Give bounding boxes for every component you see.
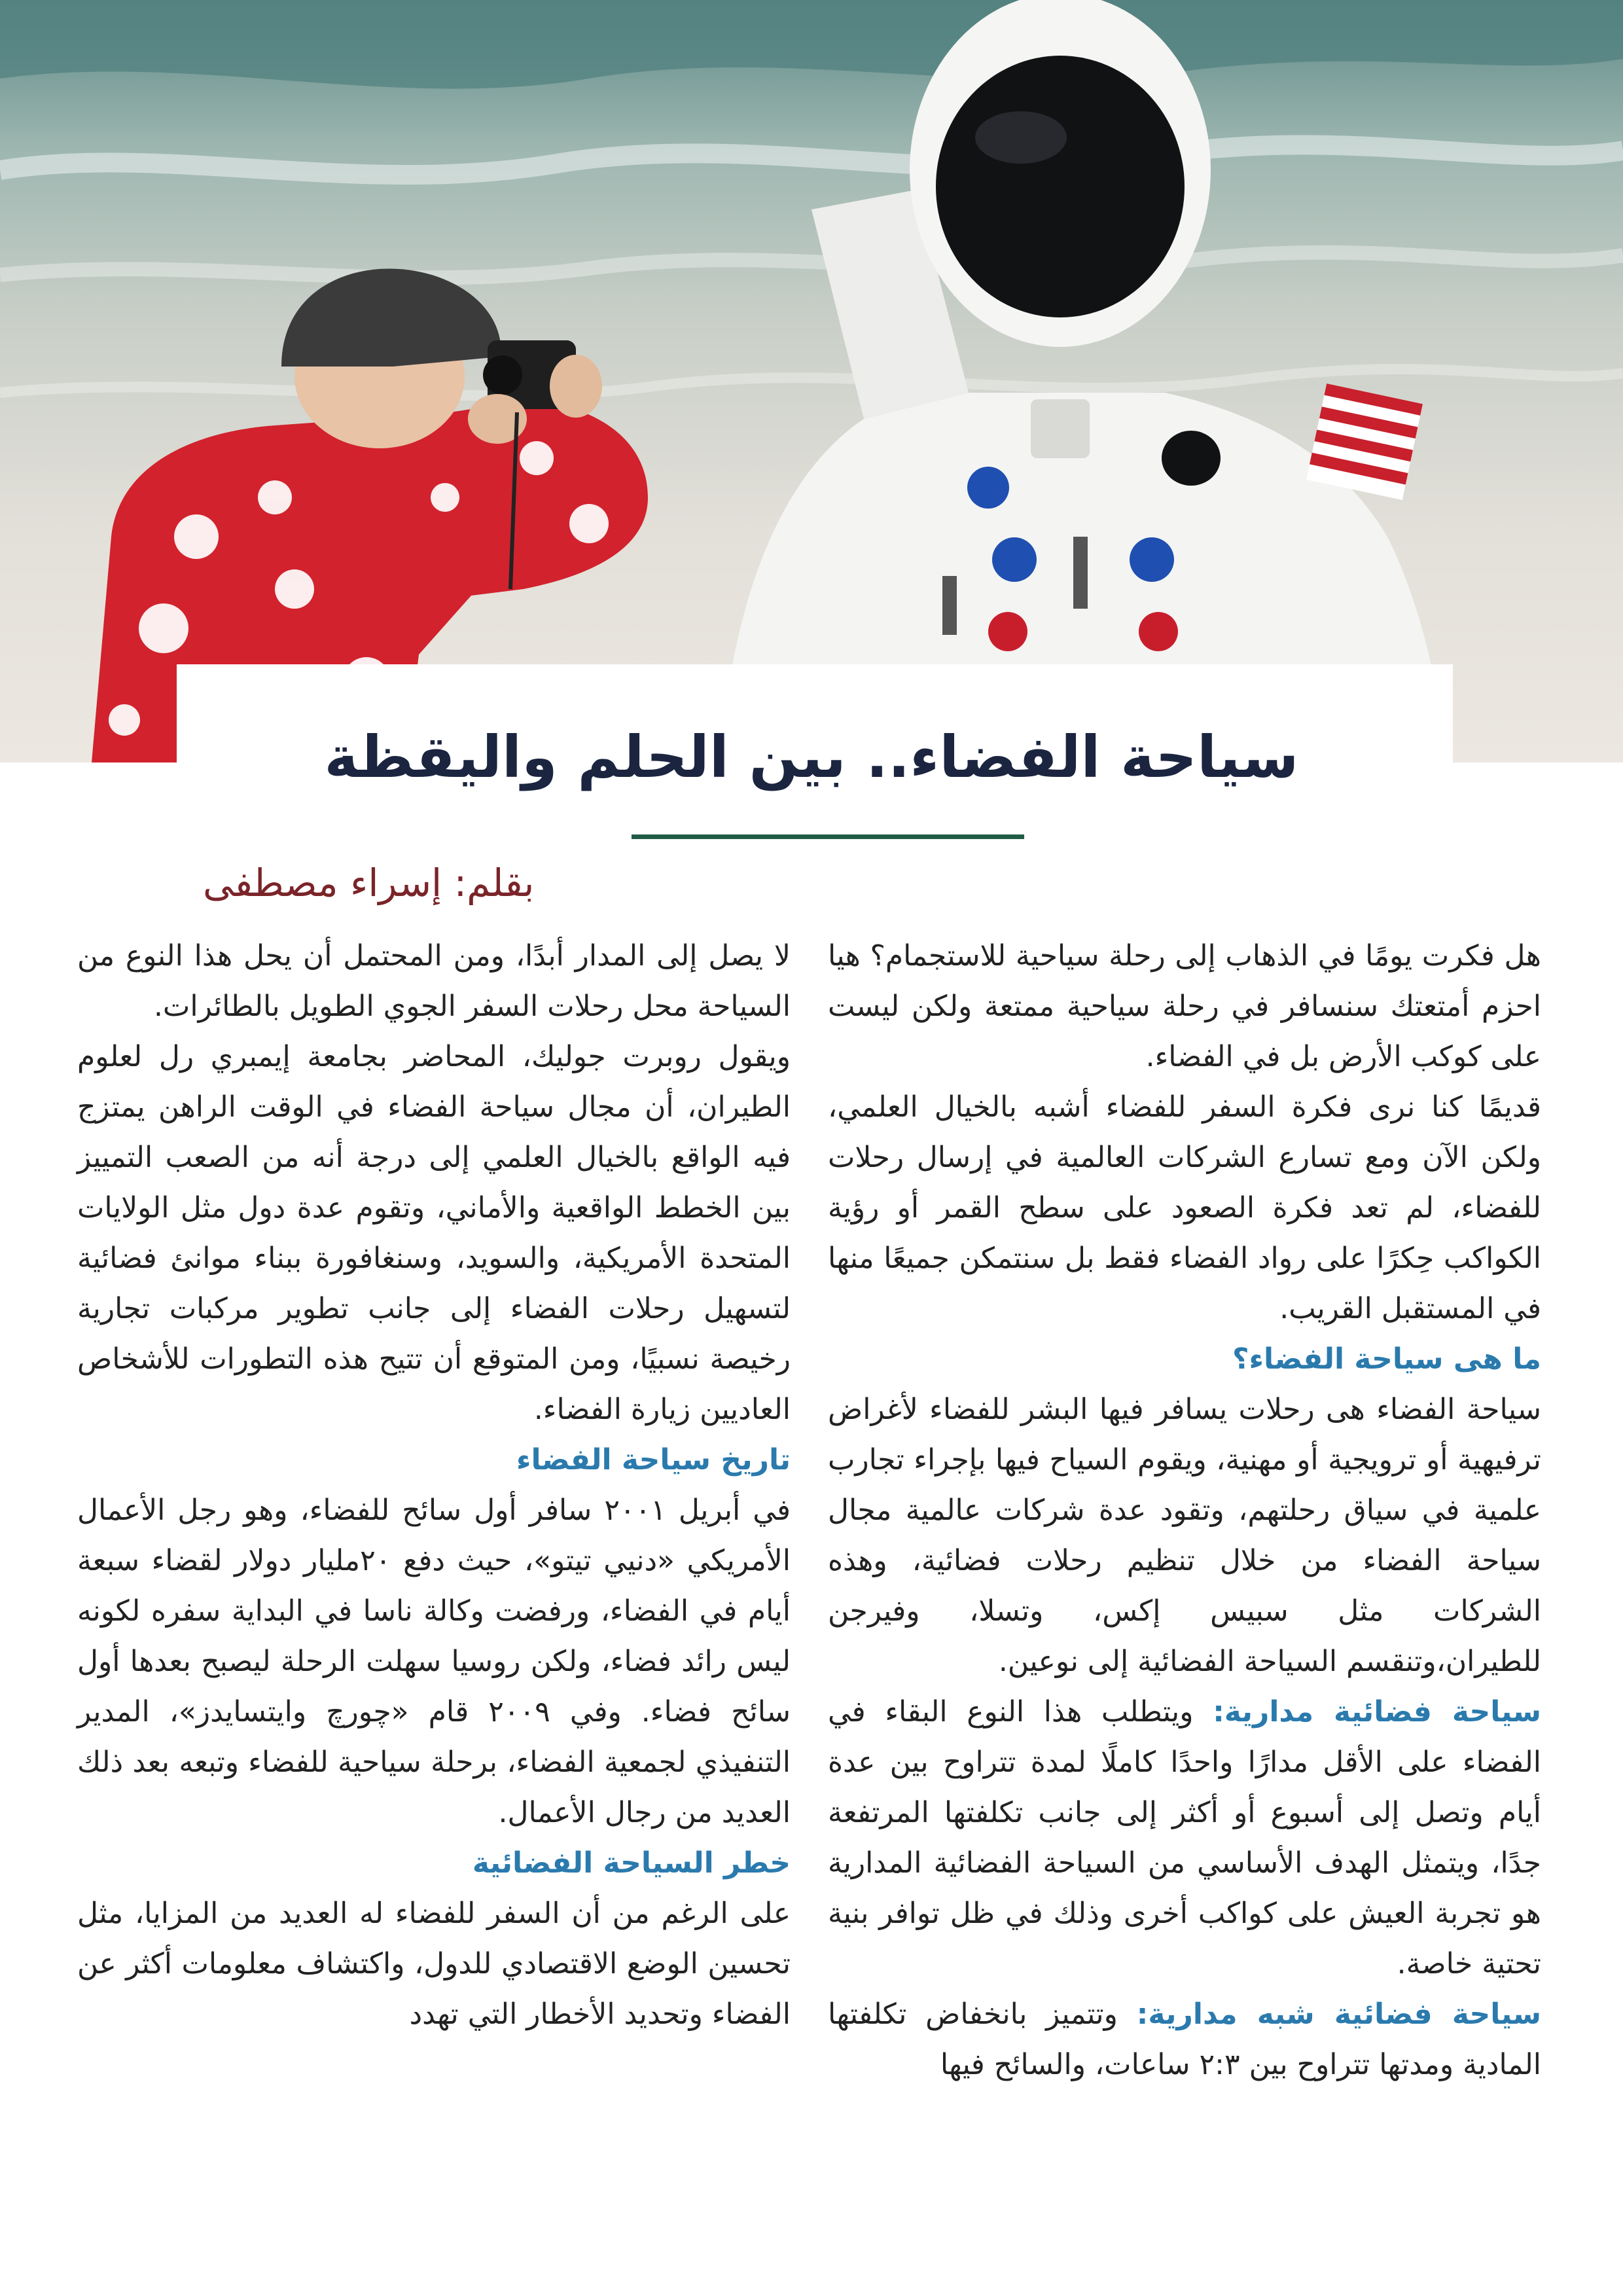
tourist-and-astronaut-illustration xyxy=(0,0,1623,762)
definition-paragraph: سياحة الفضاء هى رحلات يسافر فيها البشر للفضاء لأغراض ترفيهية أو ترويجية أو مهنية، ويقوم السياح فيها بإجراء تجارب علمية في سياق رحلتهم، وتقود عدة شركات عالمية مجال سياحة الفضاء من خلال تنظيم رحلات فضائية، وهذه الشركات مثل سبيس إكس، وتسلا، وفيرجن للطيران،وتنقسم السياحة الفضائية إلى نوعين. xyxy=(828,1393,1541,1678)
title-divider xyxy=(632,834,1024,839)
orbital-paragraph xyxy=(828,1687,1541,1989)
suborbital-body: وتتميز بانخفاض تكلفتها المادية ومدتها تتراوح بين ٢:٣ ساعات، والسائح فيها xyxy=(828,1998,1541,2081)
intro-paragraph-2: قديمًا كنا نرى فكرة السفر للفضاء أشبه بالخيال العلمي، ولكن الآن ومع تسارع الشركات العالمية في إرسال رحلات للفضاء، لم تعد فكرة الصعود على سطح القمر أو رؤية الكواكب حِكرًا على رواد الفضاء فقط بل سنتمكن جميعًا منها في المستقبل القريب. xyxy=(828,1090,1541,1325)
article-title: سياحة الفضاء.. بين الحلم واليقظة xyxy=(324,723,1299,791)
orbital-body: ويتطلب هذا النوع البقاء في الفضاء على الأقل مدارًا واحدًا كاملًا لمدة تتراوح بين عدة أيام وتصل إلى أسبوع أو أكثر إلى جانب تكلفتها المرتفعة جدًا، ويتمثل الهدف الأساسي من السياحة الفضائية المدارية هو تجربة العيش على كواكب أخرى وذلك في ظل توافر بنية تحتية خاصة. xyxy=(828,1695,1541,1981)
history-paragraph: في أبريل ٢٠٠١ سافر أول سائح للفضاء، وهو رجل الأعمال الأمريكي «دنيي تيتو»، حيث دفع ٢٠مليار دولار لقضاء سبعة أيام في الفضاء، ورفضت وكالة ناسا في البداية سفره لكونه ليس رائد فضاء، ولكن روسيا سهلت الرحلة ليصبح بعدها أول سائح فضاء. وفي ٢٠٠٩ قام «چورچ وايتسايدز»، المدير التنفيذي لجمعية الفضاء، برحلة سياحية للفضاء وتبعه بعد ذلك العديد من رجال الأعمال. xyxy=(77,1494,791,1829)
quote-paragraph: ويقول روبرت جوليك، المحاضر بجامعة إيمبري رل لعلوم الطيران، أن مجال سياحة الفضاء في الوقت الراهن يمتزج فيه الواقع بالخيال العلمي إلى درجة أنه من الصعب التمييز بين الخطط الواقعية والأماني، وتقوم عدة دول مثل الولايات المتحدة الأمريكية، والسويد، وسنغافورة ببناء موانئ فضائية لتسهيل رحلات الفضاء إلى جانب تطوير مركبات تجارية رخيصة نسبيًا، ومن المتوقع أن تتيح هذه التطورات للأشخاص العاديين زيارة الفضاء. xyxy=(77,1040,791,1426)
orbital-lead: سياحة فضائية مدارية: xyxy=(1213,1695,1542,1729)
danger-paragraph: على الرغم من أن السفر للفضاء له العديد من المزايا، مثل تحسين الوضع الاقتصادي للدول، واكتشاف معلومات أكثر عن الفضاء وتحديد الأخطار التي تهدد xyxy=(77,1897,791,2031)
heading-history: تاريخ سياحة الفضاء xyxy=(516,1443,791,1477)
suborbital-paragraph xyxy=(828,1989,1541,2090)
heading-danger: خطر السياحة الفضائية xyxy=(472,1846,791,1880)
article-byline: بقلم: إسراء مصطفى xyxy=(203,861,535,905)
intro-paragraph-1: هل فكرت يومًا في الذهاب إلى رحلة سياحية للاستجمام؟ هيا احزم أمتعتك سنسافر في رحلة سياحية ممتعة ولكن ليست على كوكب الأرض بل في الفضاء. xyxy=(828,939,1541,1073)
continuation-paragraph: لا يصل إلى المدار أبدًا، ومن المحتمل أن يحل هذا النوع من السياحة محل رحلات السفر الجوي الطويل بالطائرات. xyxy=(77,939,791,1023)
column-left xyxy=(77,931,791,2039)
hero-photo xyxy=(0,0,1623,762)
suborbital-lead: سياحة فضائية شبه مدارية: xyxy=(1136,1998,1541,2031)
heading-what-is-space-tourism: ما هى سياحة الفضاء؟ xyxy=(1232,1342,1541,1376)
column-right xyxy=(828,931,1541,2090)
